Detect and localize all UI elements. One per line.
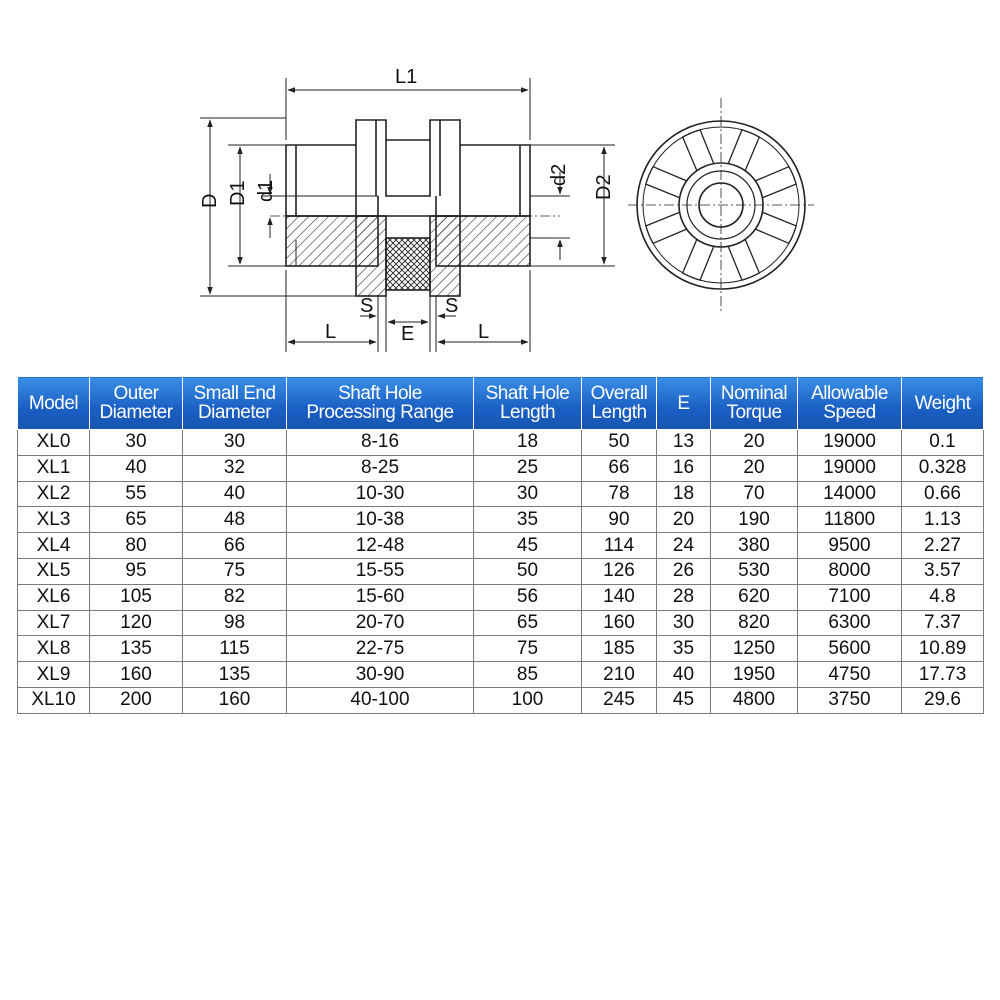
coupling-upper-outline [286,120,530,216]
table-cell: 3.57 [902,558,984,584]
table-cell: 0.328 [902,455,984,481]
table-cell: 245 [582,687,657,713]
table-cell: XL4 [18,533,90,559]
column-header-line1: E [677,392,690,414]
dimension-lines [200,78,615,352]
table-cell: 30 [90,430,183,456]
table-cell: 22-75 [287,636,474,662]
table-cell: 95 [90,558,183,584]
column-header-line2: Length [499,402,556,423]
table-row [18,430,984,456]
table-cell: XL7 [18,610,90,636]
table-cell: 135 [183,662,287,688]
table-cell: 3750 [798,687,902,713]
column-header [90,377,183,430]
table-cell: XL5 [18,558,90,584]
table-cell: 1.13 [902,507,984,533]
table-cell: 13 [657,430,711,456]
table-cell: XL3 [18,507,90,533]
table-cell: 114 [582,533,657,559]
table-cell: 45 [474,533,582,559]
table-cell: 16 [657,455,711,481]
table-cell: 185 [582,636,657,662]
table-cell: 530 [711,558,798,584]
table-cell: 18 [657,481,711,507]
label-d2: d2 [548,163,570,186]
table-row [18,662,984,688]
column-header-line1: Overall [590,383,648,404]
table-cell: 35 [474,507,582,533]
table-cell: XL0 [18,430,90,456]
specification-table-container [17,376,983,714]
column-header [474,377,582,430]
table-cell: 10.89 [902,636,984,662]
column-header-line1: Shaft Hole [485,383,570,404]
table-cell: 98 [183,610,287,636]
table-cell: 45 [657,687,711,713]
table-cell: 15-60 [287,584,474,610]
table-cell: 30 [183,430,287,456]
table-cell: 100 [474,687,582,713]
table-cell: 56 [474,584,582,610]
table-cell: 10-30 [287,481,474,507]
column-header-line2: Torque [726,402,782,423]
table-cell: 9500 [798,533,902,559]
label-L-right: L [478,321,490,343]
table-cell: 200 [90,687,183,713]
table-row [18,610,984,636]
table-cell: 8-25 [287,455,474,481]
column-header-line1: Allowable [811,383,888,404]
table-cell: 20-70 [287,610,474,636]
table-cell: XL9 [18,662,90,688]
table-cell: 70 [711,481,798,507]
table-cell: 2.27 [902,533,984,559]
label-D: D [199,193,221,208]
table-row [18,558,984,584]
table-cell: 82 [183,584,287,610]
table-cell: 25 [474,455,582,481]
end-view [628,98,814,312]
table-row [18,481,984,507]
column-header [902,377,984,430]
specification-table [17,376,984,714]
table-cell: 190 [711,507,798,533]
table-cell: 140 [582,584,657,610]
side-section-view [270,120,560,296]
column-header [711,377,798,430]
table-cell: 126 [582,558,657,584]
table-cell: 7.37 [902,610,984,636]
table-cell: 1250 [711,636,798,662]
left-flange-section [356,216,386,296]
table-cell: 7100 [798,584,902,610]
table-cell: XL6 [18,584,90,610]
table-cell: 620 [711,584,798,610]
label-S-left: S [360,295,374,317]
table-cell: 8000 [798,558,902,584]
column-header-line2: Speed [823,402,876,423]
table-header-row [18,377,984,430]
column-header-line1: Model [28,392,79,414]
table-cell: 14000 [798,481,902,507]
table-cell: 4750 [798,662,902,688]
table-cell: 24 [657,533,711,559]
table-row [18,687,984,713]
table-cell: 85 [474,662,582,688]
column-header [287,377,474,430]
table-cell: 105 [90,584,183,610]
column-header-line1: Small End [193,383,276,404]
table-cell: 78 [582,481,657,507]
table-row [18,533,984,559]
column-header-line1: Outer [113,383,159,404]
label-L-left: L [325,321,337,343]
table-cell: 48 [183,507,287,533]
table-cell: 50 [582,430,657,456]
table-cell: 75 [474,636,582,662]
table-cell: 19000 [798,430,902,456]
table-cell: 29.6 [902,687,984,713]
table-cell: 0.1 [902,430,984,456]
table-cell: 15-55 [287,558,474,584]
table-cell: XL1 [18,455,90,481]
column-header-line1: Shaft Hole [338,383,422,404]
table-cell: 30 [474,481,582,507]
table-cell: 32 [183,455,287,481]
table-cell: 1950 [711,662,798,688]
table-body [18,430,984,714]
label-d1: d1 [255,179,277,202]
table-cell: 12-48 [287,533,474,559]
table-cell: 65 [90,507,183,533]
table-cell: 11800 [798,507,902,533]
table-cell: 90 [582,507,657,533]
column-header [183,377,287,430]
table-cell: 6300 [798,610,902,636]
table-cell: 120 [90,610,183,636]
table-cell: 4800 [711,687,798,713]
table-cell: 66 [183,533,287,559]
table-cell: XL8 [18,636,90,662]
column-header [18,377,90,430]
table-cell: 66 [582,455,657,481]
column-header [657,377,711,430]
table-row [18,636,984,662]
label-L1: L1 [395,66,418,88]
table-cell: 30 [657,610,711,636]
table-cell: 19000 [798,455,902,481]
table-cell: 820 [711,610,798,636]
column-header-line1: Nominal [720,383,788,404]
column-header [582,377,657,430]
table-cell: 55 [90,481,183,507]
table-cell: 115 [183,636,287,662]
column-header-line1: Weight [914,392,971,414]
table-cell: 50 [474,558,582,584]
table-cell: XL10 [18,687,90,713]
label-D2: D2 [593,174,615,200]
spider-section [386,238,430,290]
table-cell: 40 [90,455,183,481]
table-cell: 20 [657,507,711,533]
column-header [798,377,902,430]
table-row [18,455,984,481]
column-header-line2: Length [591,402,647,423]
table-cell: 380 [711,533,798,559]
table-cell: 30-90 [287,662,474,688]
table-cell: 10-38 [287,507,474,533]
table-cell: 65 [474,610,582,636]
table-cell: 35 [657,636,711,662]
table-cell: 160 [582,610,657,636]
table-cell: 26 [657,558,711,584]
column-header-line2: Diameter [197,402,272,423]
label-S-right: S [445,295,459,317]
right-flange-section [430,216,460,296]
table-row [18,584,984,610]
table-cell: 40-100 [287,687,474,713]
table-cell: 210 [582,662,657,688]
table-cell: 80 [90,533,183,559]
table-cell: 18 [474,430,582,456]
table-cell: 135 [90,636,183,662]
table-cell: 160 [90,662,183,688]
column-header-line2: Processing Range [306,402,454,423]
table-cell: 8-16 [287,430,474,456]
table-cell: 40 [657,662,711,688]
table-cell: 17.73 [902,662,984,688]
table-cell: 20 [711,430,798,456]
table-cell: 40 [183,481,287,507]
table-cell: XL2 [18,481,90,507]
table-cell: 20 [711,455,798,481]
table-row [18,507,984,533]
table-cell: 75 [183,558,287,584]
table-cell: 28 [657,584,711,610]
column-header-line2: Diameter [99,402,173,423]
table-cell: 4.8 [902,584,984,610]
table-cell: 160 [183,687,287,713]
coupling-technical-drawing [0,0,1000,370]
label-E: E [401,323,415,345]
label-D1: D1 [227,180,249,206]
table-cell: 0.66 [902,481,984,507]
table-cell: 5600 [798,636,902,662]
